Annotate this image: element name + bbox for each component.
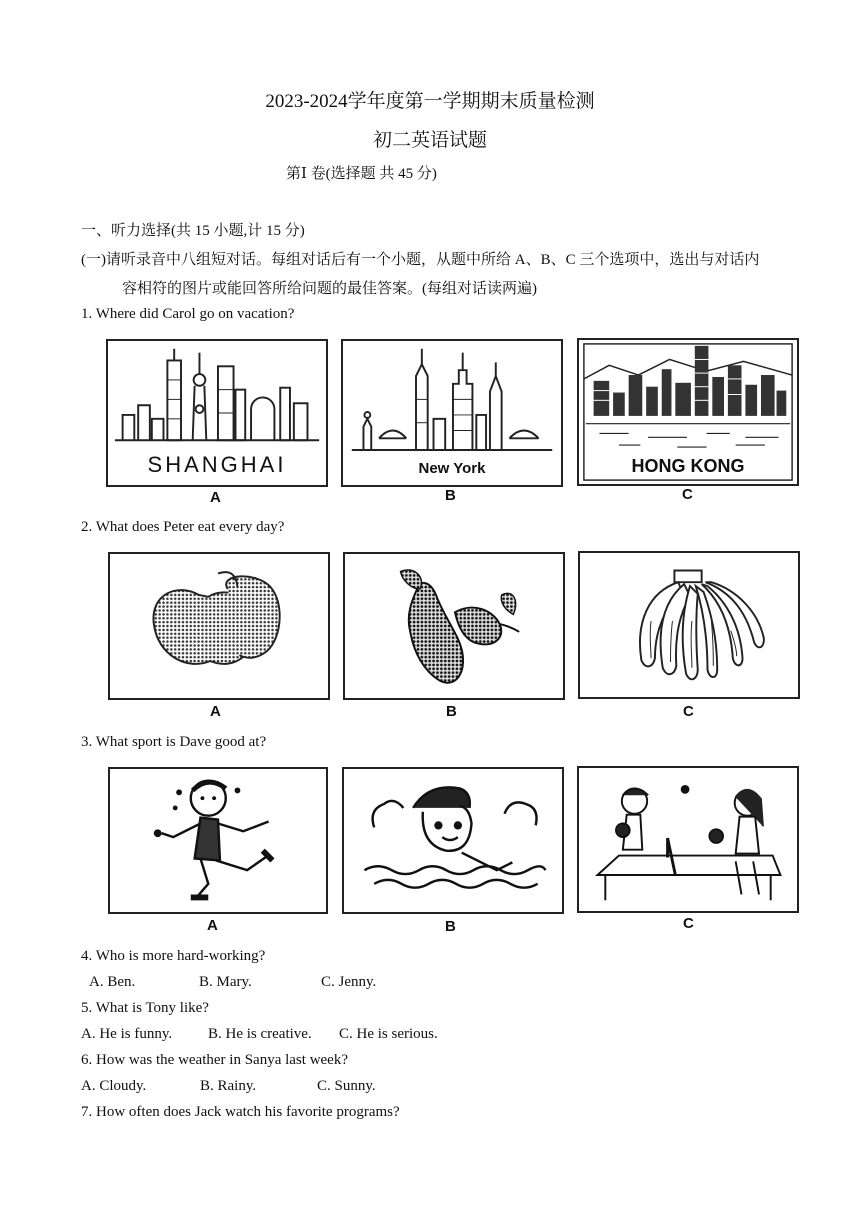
image-table-tennis <box>577 766 799 913</box>
question-6: 6. How was the weather in Sanya last week? <box>81 1052 348 1068</box>
q4-option-c: C. Jenny. <box>321 974 377 990</box>
q6-option-b: B. Rainy. <box>200 1078 257 1094</box>
q5-option-b: B. He is creative. <box>208 1026 312 1042</box>
instruction-line-2: 容相符的图片或能回答所给问题的最佳答案。(每组对话读两遍) <box>122 281 537 297</box>
pears-icon <box>345 554 563 698</box>
image-pears <box>343 552 565 700</box>
apples-icon <box>110 554 328 698</box>
q5-option-c: C. He is serious. <box>339 1026 438 1042</box>
q4-option-b: B. Mary. <box>199 974 252 990</box>
swimming-boy-icon <box>344 769 562 912</box>
exam-subtitle: 初二英语试题 <box>372 130 487 151</box>
caption-shanghai: SHANGHAI <box>147 452 287 477</box>
image-running <box>108 767 328 914</box>
question-7: 7. How often does Jack watch his favorite programs? <box>81 1104 400 1120</box>
option-letter-b-q2: B <box>446 703 457 720</box>
question-5: 5. What is Tony like? <box>81 1000 209 1016</box>
question-2: 2. What does Peter eat every day? <box>81 519 285 535</box>
option-letter-a: A <box>210 489 221 506</box>
caption-new-york: New York <box>418 460 486 477</box>
option-letter-b: B <box>445 487 456 504</box>
option-letter-c-q2: C <box>683 703 694 720</box>
option-letter-c-q3: C <box>683 915 694 932</box>
option-letter-a-q3: A <box>207 917 218 934</box>
question-1: 1. Where did Carol go on vacation? <box>81 306 295 322</box>
volume-label: 第Ⅰ 卷(选择题 共 45 分) <box>286 166 437 182</box>
table-tennis-icon <box>579 768 797 911</box>
image-swimming <box>342 767 564 914</box>
exam-title: 2023-2024学年度第一学期期末质量检测 <box>265 91 595 112</box>
question-3: 3. What sport is Dave good at? <box>81 734 267 750</box>
running-boy-icon <box>110 769 326 912</box>
option-letter-c: C <box>682 486 693 503</box>
q6-option-a: A. Cloudy. <box>81 1078 147 1094</box>
q6-option-c: C. Sunny. <box>317 1078 376 1094</box>
q4-option-a: A. Ben. <box>89 974 136 990</box>
bananas-icon <box>580 553 798 697</box>
caption-hong-kong: HONG KONG <box>631 456 745 476</box>
option-letter-b-q3: B <box>445 918 456 935</box>
section-heading: 一、听力选择(共 15 小题,计 15 分) <box>81 223 305 239</box>
instruction-line-1: (一)请听录音中八组短对话。每组对话后有一个小题，从题中所给 A、B、C 三个选项中，选出与对话内 <box>81 252 760 268</box>
q5-option-a: A. He is funny. <box>81 1026 173 1042</box>
question-4: 4. Who is more hard-working? <box>81 948 266 964</box>
image-bananas <box>578 551 800 699</box>
option-letter-a-q2: A <box>210 703 221 720</box>
image-apples <box>108 552 330 700</box>
